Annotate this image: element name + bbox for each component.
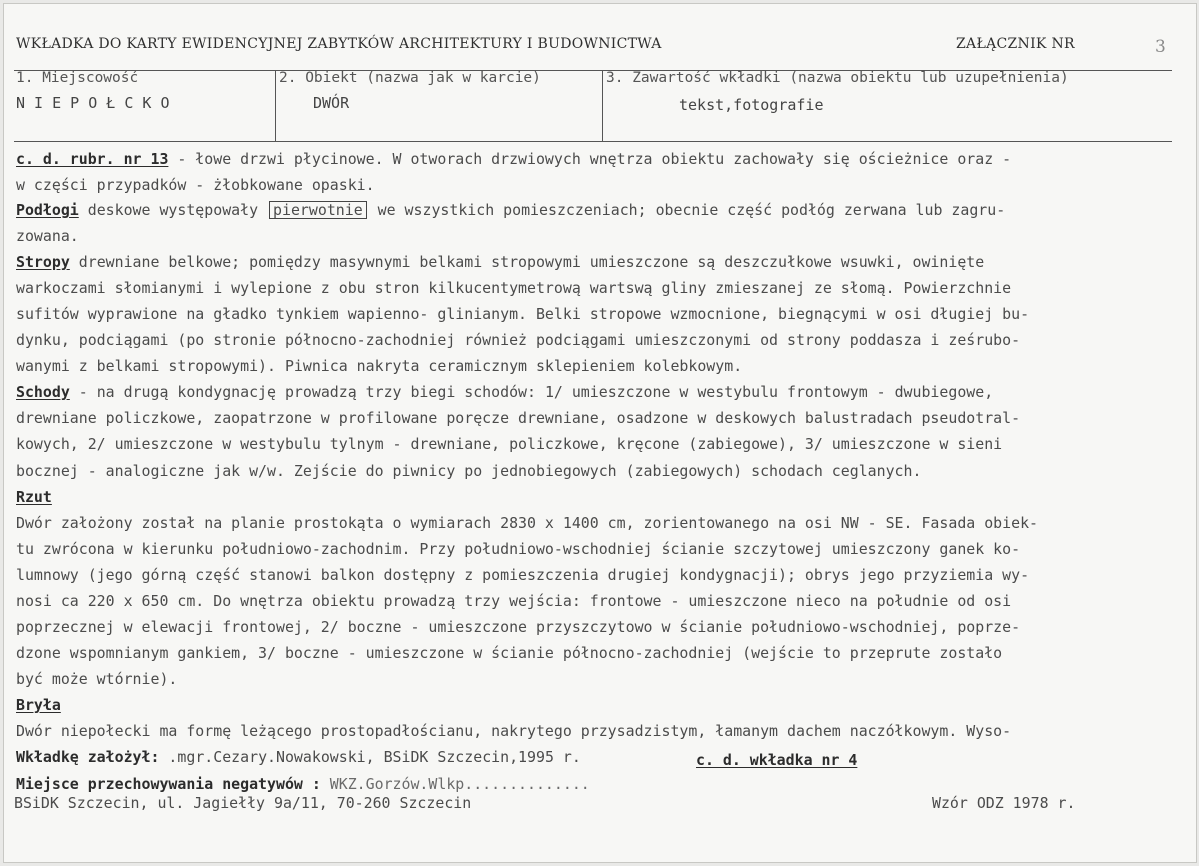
document-sheet bbox=[3, 3, 1197, 863]
body-line-9: wanymi z belkami stropowymi). Piwnica nakryta ceramicznym sklepieniem kolebkowym. bbox=[16, 357, 743, 375]
body-line-15: Dwór założony został na planie prostokąta o wymiarach 2830 x 1400 cm, zorientowanego na osi NW - SE. Fasada obiek- bbox=[16, 514, 1039, 532]
body-line-22 bbox=[16, 696, 61, 714]
object-label: 2. Obiekt (nazwa jak w karcie) bbox=[279, 70, 541, 86]
negatives-line bbox=[16, 775, 590, 793]
body-line-5: Stropy drewniane belkowe; pomiędzy masywnymi belkami stropowymi umieszczone są deszczułkowe wsuwki, owinięte bbox=[16, 253, 985, 271]
content-label: 3. Zawartość wkładki (nazwa obiektu lub uzupełnienia) bbox=[606, 70, 1069, 86]
founded-by-line bbox=[16, 748, 581, 766]
negatives-label: Miejsce przechowywania negatywów : bbox=[16, 775, 321, 793]
founded-by-value: .mgr.Cezary.Nowakowski, BSiDK Szczecin,1995 r. bbox=[159, 748, 581, 766]
body-line-3: Podłogi deskowe występowały pierwotnie we wszystkich pomieszczeniach; obecnie część podłóg zerwana lub zagru- bbox=[16, 201, 1006, 219]
locality-value: N I E P O Ł C K O bbox=[16, 94, 170, 112]
negatives-value: WKZ.Gorzów.Wlkp.............. bbox=[320, 775, 590, 793]
body-line-23: Dwór niepołecki ma formę leżącego prostopadłościanu, nakrytego przysadzistym, łamanym dachem naczółkowym. Wyso- bbox=[16, 722, 1012, 740]
document-title: WKŁADKA DO KARTY EWIDENCYJNEJ ZABYTKÓW ARCHITEKTURY I BUDOWNICTWA bbox=[16, 36, 662, 52]
body-line-12: kowych, 2/ umieszczone w westybulu tylnym - drewniane, policzkowe, kręcone (zabiegowe), 3/ umieszczone w sieni bbox=[16, 435, 1003, 453]
continued-reference: c. d. wkładka nr 4 bbox=[696, 751, 858, 769]
body-line-14 bbox=[16, 488, 52, 506]
mass-heading: Bryła bbox=[16, 696, 61, 714]
body-line-18: nosi ca 220 x 650 cm. Do wnętrza obiektu prowadzą trzy wejścia: frontowe - umieszczone nieco na południe od osi bbox=[16, 592, 1012, 610]
founded-by-label: Wkładkę założył: bbox=[16, 748, 160, 766]
floors-heading: Podłogi bbox=[16, 201, 79, 219]
body-line-17: lumnowy (jego górną część stanowi balkon dostępny z pomieszczenia drugiej kondygnacji); obrys jego przyziemia wy- bbox=[16, 566, 1030, 584]
plan-heading: Rzut bbox=[16, 488, 52, 506]
body-line-21: być może wtórnie). bbox=[16, 670, 178, 688]
attachment-number: 3 bbox=[1155, 37, 1166, 57]
boxed-word: pierwotnie bbox=[269, 201, 367, 219]
body-line-13: bocznej - analogiczne jak w/w. Zejście do piwnicy po jednobiegowych (zabiegowych) schodach ceglanych. bbox=[16, 462, 922, 480]
body-line-6: warkoczami słomianymi i wylepione z obu stron kilkucentymetrową wartswą gliny zmieszanej ze słomą. Powierzchnie bbox=[16, 279, 1012, 297]
table-divider-2 bbox=[602, 70, 603, 141]
locality-label: 1. Miejscowość bbox=[16, 70, 139, 86]
attachment-label: ZAŁĄCZNIK NR bbox=[956, 36, 1075, 52]
body-line-11: drewniane policzkowe, zaopatrzone w profilowane poręcze drewniane, osadzone w deskowych balustradach pseudotral- bbox=[16, 409, 1021, 427]
body-line-2: w części przypadków - żłobkowane opaski. bbox=[16, 176, 375, 194]
table-bottom-rule bbox=[14, 141, 1172, 142]
body-line-10: Schody - na drugą kondygnację prowadzą trzy biegi schodów: 1/ umieszczone w westybulu frontowym - dwubiegowe, bbox=[16, 383, 994, 401]
body-line-20: dzone wspomnianym gankiem, 3/ boczne - umieszczone w ścianie północno-zachodniej (wejście to przeprute zostało bbox=[16, 644, 1003, 662]
object-value: DWÓR bbox=[313, 94, 350, 112]
body-line-16: tu zwrócona w kierunku południowo-zachodnim. Przy południowo-wschodniej ścianie szczytowej umieszczony ganek ko- bbox=[16, 540, 1021, 558]
stairs-heading: Schody bbox=[16, 383, 70, 401]
body-line-1: c. d. rubr. nr 13 - łowe drzwi płycinowe. W otworach drzwiowych wnętrza obiektu zachowały się ościeżnice oraz - bbox=[16, 150, 1012, 168]
content-value: tekst,fotografie bbox=[679, 96, 824, 114]
body-line-8: dynku, podciągami (po stronie północno-zachodniej również podciągami umieszczonymi od strony poddasza i ześrubo- bbox=[16, 331, 1021, 349]
form-model: Wzór ODZ 1978 r. bbox=[932, 794, 1076, 812]
table-divider-1 bbox=[275, 70, 276, 141]
rubric-reference: c. d. rubr. nr 13 bbox=[16, 150, 169, 168]
ceilings-heading: Stropy bbox=[16, 253, 70, 271]
body-line-4: zowana. bbox=[16, 227, 79, 245]
address: BSiDK Szczecin, ul. Jagiełły 9a/11, 70-260 Szczecin bbox=[14, 794, 472, 812]
body-line-7: sufitów wyprawione na gładko tynkiem wapienno- glinianym. Belki stropowe wzmocnione, biegnącymi w osi długiej bu- bbox=[16, 305, 1030, 323]
body-line-19: poprzecznej w elewacji frontowej, 2/ boczne - umieszczone przyszczytowo w ścianie południowo-wschodniej, poprze- bbox=[16, 618, 1021, 636]
